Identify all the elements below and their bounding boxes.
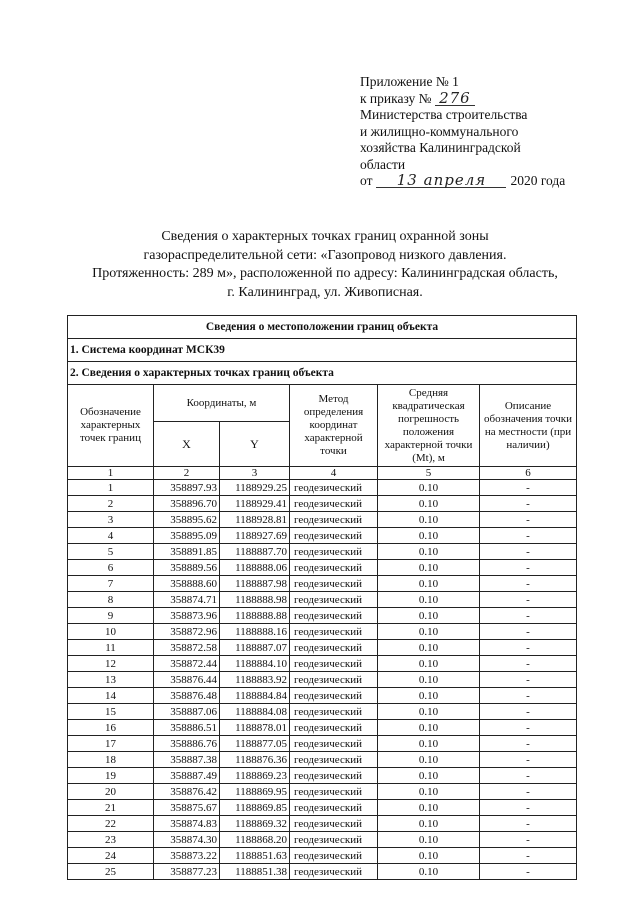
- coord-x-cell: 358876.44: [154, 672, 220, 688]
- ministry-line-1: Министерства строительства: [360, 107, 528, 122]
- coordinate-system-row: 1. Система координат МСК39: [68, 339, 577, 362]
- coord-x-cell: 358874.83: [154, 816, 220, 832]
- method-cell: геодезический: [290, 736, 378, 752]
- coord-x-cell: 358887.38: [154, 752, 220, 768]
- header-method: Метод определения координат характерной точки: [290, 385, 378, 467]
- table-row: [68, 752, 577, 768]
- description-cell: -: [480, 736, 577, 752]
- point-number-cell: 10: [68, 624, 154, 640]
- table-row: [68, 784, 577, 800]
- point-number-cell: 8: [68, 592, 154, 608]
- method-cell: геодезический: [290, 592, 378, 608]
- coord-x-cell: 358874.30: [154, 832, 220, 848]
- coord-x-cell: 358873.96: [154, 608, 220, 624]
- coord-y-cell: 1188869.95: [220, 784, 290, 800]
- method-cell: геодезический: [290, 816, 378, 832]
- description-cell: -: [480, 672, 577, 688]
- coord-y-cell: 1188888.06: [220, 560, 290, 576]
- coord-x-cell: 358874.71: [154, 592, 220, 608]
- method-cell: геодезический: [290, 480, 378, 496]
- coord-y-cell: 1188888.88: [220, 608, 290, 624]
- accuracy-cell: 0.10: [378, 560, 480, 576]
- method-cell: геодезический: [290, 624, 378, 640]
- table-row: [68, 640, 577, 656]
- description-cell: -: [480, 768, 577, 784]
- column-number: 4: [290, 467, 378, 480]
- point-number-cell: 4: [68, 528, 154, 544]
- description-cell: -: [480, 544, 577, 560]
- coord-x-cell: 358876.48: [154, 688, 220, 704]
- point-number-cell: 5: [68, 544, 154, 560]
- point-number-cell: 17: [68, 736, 154, 752]
- point-number-cell: 21: [68, 800, 154, 816]
- coord-x-cell: 358877.23: [154, 864, 220, 880]
- coord-y-cell: 1188869.23: [220, 768, 290, 784]
- method-cell: геодезический: [290, 768, 378, 784]
- table-row: [68, 512, 577, 528]
- method-cell: геодезический: [290, 640, 378, 656]
- method-cell: геодезический: [290, 560, 378, 576]
- accuracy-cell: 0.10: [378, 640, 480, 656]
- coord-y-cell: 1188868.20: [220, 832, 290, 848]
- coord-y-cell: 1188883.92: [220, 672, 290, 688]
- coord-y-cell: 1188927.69: [220, 528, 290, 544]
- point-number-cell: 16: [68, 720, 154, 736]
- coord-y-cell: 1188869.32: [220, 816, 290, 832]
- heading-line-3: Протяженность: 289 м», расположенной по адресу: Калининградская область,: [92, 266, 558, 281]
- method-cell: геодезический: [290, 672, 378, 688]
- description-cell: -: [480, 496, 577, 512]
- heading-line-1: Сведения о характерных точках границ охранной зоны: [161, 229, 489, 244]
- method-cell: геодезический: [290, 752, 378, 768]
- coord-y-cell: 1188878.01: [220, 720, 290, 736]
- point-number-cell: 18: [68, 752, 154, 768]
- point-number-cell: 9: [68, 608, 154, 624]
- coord-x-cell: 358875.67: [154, 800, 220, 816]
- table-row: [68, 528, 577, 544]
- coord-x-cell: 358876.42: [154, 784, 220, 800]
- accuracy-cell: 0.10: [378, 752, 480, 768]
- table-row: [68, 480, 577, 496]
- description-cell: -: [480, 816, 577, 832]
- method-cell: геодезический: [290, 544, 378, 560]
- point-number-cell: 14: [68, 688, 154, 704]
- accuracy-cell: 0.10: [378, 800, 480, 816]
- coord-x-cell: 358887.49: [154, 768, 220, 784]
- ministry-line-2: и жилищно-коммунального: [360, 123, 519, 139]
- coord-x-cell: 358873.22: [154, 848, 220, 864]
- coord-y-cell: 1188876.36: [220, 752, 290, 768]
- column-number-row: [68, 467, 577, 480]
- header-y: Y: [220, 422, 290, 467]
- description-cell: -: [480, 848, 577, 864]
- table-row: [68, 704, 577, 720]
- table-row: [68, 672, 577, 688]
- description-cell: -: [480, 800, 577, 816]
- description-cell: -: [480, 864, 577, 880]
- description-cell: -: [480, 640, 577, 656]
- table-row: [68, 800, 577, 816]
- coord-x-cell: 358889.56: [154, 560, 220, 576]
- method-cell: геодезический: [290, 688, 378, 704]
- coord-y-cell: 1188887.07: [220, 640, 290, 656]
- table-row: [68, 688, 577, 704]
- accuracy-cell: 0.10: [378, 864, 480, 880]
- accuracy-cell: 0.10: [378, 656, 480, 672]
- appendix-title: Приложение № 1: [360, 74, 459, 89]
- method-cell: геодезический: [290, 528, 378, 544]
- coord-x-cell: 358872.96: [154, 624, 220, 640]
- accuracy-cell: 0.10: [378, 832, 480, 848]
- coord-y-cell: 1188929.25: [220, 480, 290, 496]
- method-cell: геодезический: [290, 848, 378, 864]
- coord-y-cell: 1188929.41: [220, 496, 290, 512]
- description-cell: -: [480, 608, 577, 624]
- appendix-block: [360, 74, 630, 190]
- description-cell: -: [480, 832, 577, 848]
- description-cell: -: [480, 784, 577, 800]
- method-cell: геодезический: [290, 496, 378, 512]
- point-number-cell: 3: [68, 512, 154, 528]
- table-row: [68, 720, 577, 736]
- column-number: 3: [220, 467, 290, 480]
- ministry-line-4: области: [360, 156, 406, 172]
- description-cell: -: [480, 688, 577, 704]
- accuracy-cell: 0.10: [378, 624, 480, 640]
- accuracy-cell: 0.10: [378, 592, 480, 608]
- accuracy-cell: 0.10: [378, 784, 480, 800]
- method-cell: геодезический: [290, 720, 378, 736]
- boundary-points-table: [67, 315, 577, 880]
- description-cell: -: [480, 560, 577, 576]
- coord-x-cell: 358886.51: [154, 720, 220, 736]
- method-cell: геодезический: [290, 608, 378, 624]
- description-cell: -: [480, 720, 577, 736]
- coord-x-cell: 358895.09: [154, 528, 220, 544]
- accuracy-cell: 0.10: [378, 688, 480, 704]
- header-x: X: [154, 422, 220, 467]
- accuracy-cell: 0.10: [378, 528, 480, 544]
- date-suffix: 2020 года: [510, 173, 566, 188]
- order-prefix: к приказу №: [360, 90, 432, 106]
- point-number-cell: 13: [68, 672, 154, 688]
- point-number-cell: 19: [68, 768, 154, 784]
- column-number: 2: [154, 467, 220, 480]
- description-cell: -: [480, 512, 577, 528]
- accuracy-cell: 0.10: [378, 720, 480, 736]
- table-title: Сведения о местоположении границ объекта: [68, 316, 577, 339]
- point-number-cell: 25: [68, 864, 154, 880]
- accuracy-cell: 0.10: [378, 512, 480, 528]
- description-cell: -: [480, 592, 577, 608]
- table-row: [68, 832, 577, 848]
- date-line: [360, 173, 630, 190]
- method-cell: геодезический: [290, 800, 378, 816]
- description-cell: -: [480, 480, 577, 496]
- coord-x-cell: 358886.76: [154, 736, 220, 752]
- column-number: 1: [68, 467, 154, 480]
- order-line: [360, 88, 630, 108]
- table-row: [68, 624, 577, 640]
- date-prefix: от: [360, 173, 373, 188]
- coord-y-cell: 1188851.38: [220, 864, 290, 880]
- point-number-cell: 15: [68, 704, 154, 720]
- description-cell: -: [480, 528, 577, 544]
- table-row: [68, 864, 577, 880]
- accuracy-cell: 0.10: [378, 736, 480, 752]
- coord-x-cell: 358897.93: [154, 480, 220, 496]
- table-row: [68, 816, 577, 832]
- coord-x-cell: 358896.70: [154, 496, 220, 512]
- accuracy-cell: 0.10: [378, 480, 480, 496]
- heading-line-4: г. Калининград, ул. Живописная.: [227, 284, 423, 300]
- table-row: [68, 768, 577, 784]
- accuracy-cell: 0.10: [378, 544, 480, 560]
- ministry-line-3: хозяйства Калининградской: [360, 140, 521, 155]
- description-cell: -: [480, 752, 577, 768]
- coord-y-cell: 1188887.98: [220, 576, 290, 592]
- point-number-cell: 24: [68, 848, 154, 864]
- accuracy-cell: 0.10: [378, 768, 480, 784]
- coord-y-cell: 1188884.10: [220, 656, 290, 672]
- description-cell: -: [480, 624, 577, 640]
- header-point: Обозначение характерных точек границ: [68, 385, 154, 467]
- method-cell: геодезический: [290, 864, 378, 880]
- order-number-handwritten: 276: [435, 91, 475, 106]
- method-cell: геодезический: [290, 656, 378, 672]
- coord-y-cell: 1188884.08: [220, 704, 290, 720]
- point-number-cell: 6: [68, 560, 154, 576]
- description-cell: -: [480, 704, 577, 720]
- method-cell: геодезический: [290, 576, 378, 592]
- method-cell: геодезический: [290, 784, 378, 800]
- coord-y-cell: 1188851.63: [220, 848, 290, 864]
- column-number: 5: [378, 467, 480, 480]
- points-section-row: 2. Сведения о характерных точках границ объекта: [68, 362, 577, 385]
- coord-y-cell: 1188884.84: [220, 688, 290, 704]
- table-row: [68, 608, 577, 624]
- method-cell: геодезический: [290, 512, 378, 528]
- coord-y-cell: 1188869.85: [220, 800, 290, 816]
- document-heading: [60, 228, 590, 302]
- coord-x-cell: 358888.60: [154, 576, 220, 592]
- description-cell: -: [480, 576, 577, 592]
- coord-x-cell: 358895.62: [154, 512, 220, 528]
- table-row: [68, 544, 577, 560]
- accuracy-cell: 0.10: [378, 848, 480, 864]
- accuracy-cell: 0.10: [378, 608, 480, 624]
- point-number-cell: 20: [68, 784, 154, 800]
- coord-y-cell: 1188928.81: [220, 512, 290, 528]
- header-description: Описание обозначения точки на местности (при наличии): [480, 385, 577, 467]
- point-number-cell: 22: [68, 816, 154, 832]
- accuracy-cell: 0.10: [378, 576, 480, 592]
- date-handwritten: 13 апреля: [376, 173, 506, 188]
- point-number-cell: 11: [68, 640, 154, 656]
- coord-y-cell: 1188888.98: [220, 592, 290, 608]
- point-number-cell: 12: [68, 656, 154, 672]
- accuracy-cell: 0.10: [378, 704, 480, 720]
- point-number-cell: 2: [68, 496, 154, 512]
- method-cell: геодезический: [290, 832, 378, 848]
- header-accuracy: Средняя квадратическая погрешность положения характерной точки (Mt), м: [378, 385, 480, 467]
- coord-x-cell: 358872.44: [154, 656, 220, 672]
- point-number-cell: 7: [68, 576, 154, 592]
- table-row: [68, 576, 577, 592]
- description-cell: -: [480, 656, 577, 672]
- header-coords: Координаты, м: [154, 385, 290, 422]
- point-number-cell: 1: [68, 480, 154, 496]
- table-row: [68, 592, 577, 608]
- accuracy-cell: 0.10: [378, 816, 480, 832]
- accuracy-cell: 0.10: [378, 496, 480, 512]
- table-row: [68, 848, 577, 864]
- coord-y-cell: 1188888.16: [220, 624, 290, 640]
- coord-x-cell: 358887.06: [154, 704, 220, 720]
- coord-y-cell: 1188887.70: [220, 544, 290, 560]
- table-row: [68, 656, 577, 672]
- coord-x-cell: 358872.58: [154, 640, 220, 656]
- heading-line-2: газораспределительной сети: «Газопровод низкого давления.: [143, 247, 507, 263]
- table-row: [68, 560, 577, 576]
- table-row: [68, 736, 577, 752]
- column-number: 6: [480, 467, 577, 480]
- method-cell: геодезический: [290, 704, 378, 720]
- coord-y-cell: 1188877.05: [220, 736, 290, 752]
- point-number-cell: 23: [68, 832, 154, 848]
- accuracy-cell: 0.10: [378, 672, 480, 688]
- table-row: [68, 496, 577, 512]
- coord-x-cell: 358891.85: [154, 544, 220, 560]
